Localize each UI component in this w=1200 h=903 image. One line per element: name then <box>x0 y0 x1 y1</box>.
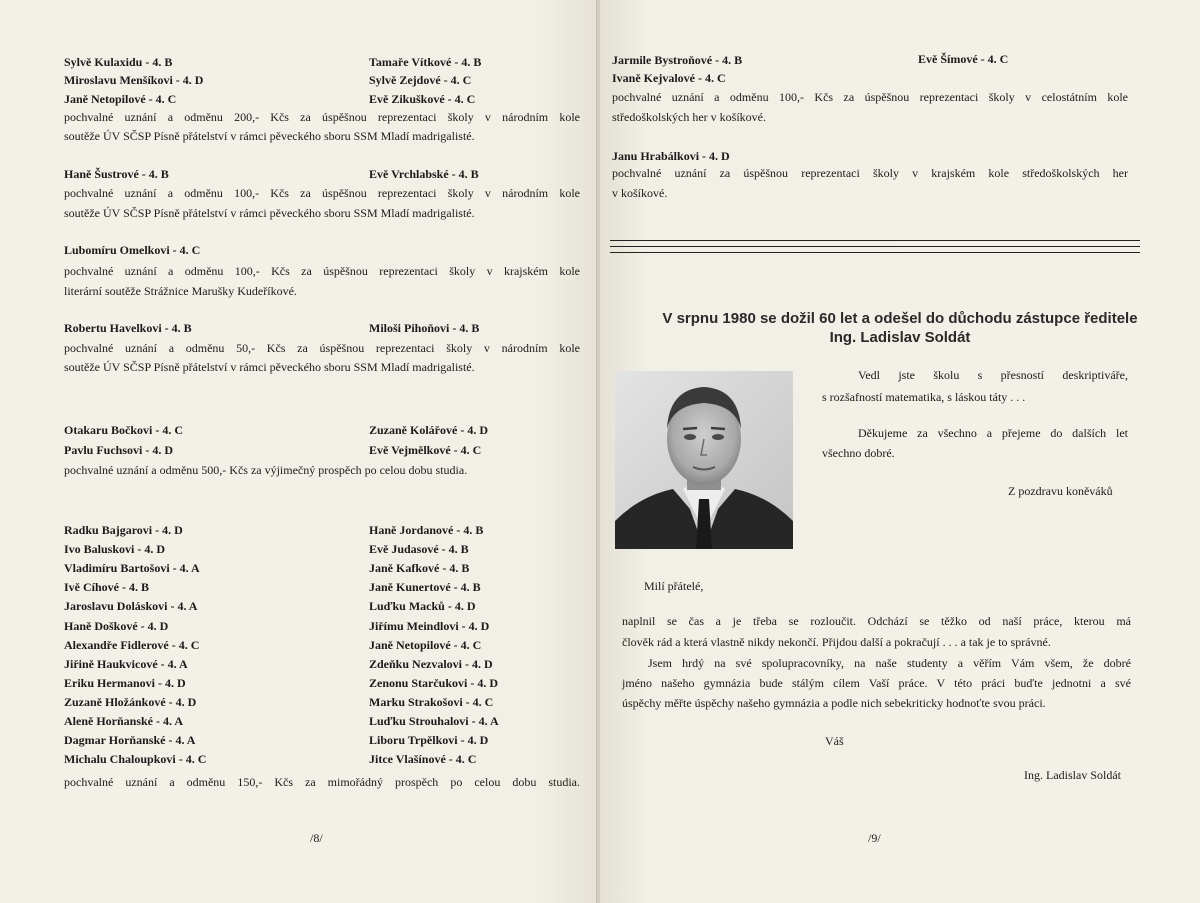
award-text: soutěže ÚV SČSP Písně přátelství v rámci pěveckého sboru SSM Mladí madrigalisté. <box>64 206 475 220</box>
name-entry: Lubomíru Omelkovi - 4. C <box>64 243 201 257</box>
tribute-text: s rozšafností matematika, s láskou táty . . . <box>822 390 1026 404</box>
name-entry: Robertu Havelkovi - 4. B <box>64 321 192 335</box>
letter-signature: Ing. Ladislav Soldát <box>1024 768 1121 782</box>
list-item: Jitce Vlašínové - 4. C <box>369 752 477 766</box>
award-text: pochvalné uznání a odměnu 50,- Kčs za úspěšnou reprezentaci školy v národním kole <box>64 341 580 355</box>
name-entry: Jarmile Bystroňové - 4. B <box>612 53 743 67</box>
list-item: Jiřině Haukvicové - 4. A <box>64 657 188 671</box>
award-text: pochvalné uznání a odměnu 500,- Kčs za výjimečný prospěch po celou dobu studia. <box>64 463 468 477</box>
award-text: středoškolských her v košíkové. <box>612 110 766 124</box>
name-entry: Evě Šímové - 4. C <box>918 52 1009 66</box>
list-item: Zenonu Starčukovi - 4. D <box>369 676 499 690</box>
list-item: Vladimíru Bartošovi - 4. A <box>64 561 200 575</box>
name-entry: Sylvě Zejdové - 4. C <box>369 73 472 87</box>
divider <box>610 246 1140 247</box>
name-entry: Miloši Pihoňovi - 4. B <box>369 321 480 335</box>
list-item: Janě Netopilové - 4. C <box>369 638 482 652</box>
list-item: Luďku Strouhalovi - 4. A <box>369 714 499 728</box>
name-entry: Pavlu Fuchsovi - 4. D <box>64 443 174 457</box>
award-text: literární soutěže Strážnice Marušky Kudeříkové. <box>64 284 297 298</box>
list-item: Jaroslavu Doláskovi - 4. A <box>64 599 198 613</box>
name-entry: Haně Šustrové - 4. B <box>64 167 169 181</box>
list-item: Luďku Macků - 4. D <box>369 599 476 613</box>
list-item: Zuzaně Hložánkové - 4. D <box>64 695 197 709</box>
award-text: pochvalné uznání a odměnu 100,- Kčs za úspěšnou reprezentaci školy v krajském kole <box>64 264 580 278</box>
name-entry: Tamaře Vítkové - 4. B <box>369 55 482 69</box>
list-item: Ivo Baluskovi - 4. D <box>64 542 166 556</box>
name-entry: Evě Vejmělkové - 4. C <box>369 443 482 457</box>
divider <box>610 252 1140 253</box>
award-text: v košíkové. <box>612 186 668 200</box>
letter-text: člověk rád a která vlastně nikdy nekončí. Přijdou další a pokračují . . . a tak je to správné. <box>622 635 1051 649</box>
list-item: Jiřímu Meindlovi - 4. D <box>369 619 490 633</box>
letter-text: naplnil se čas a je třeba se rozloučit. Odchází se těžko od naší práce, kterou má <box>622 614 1131 628</box>
list-item: Radku Bajgarovi - 4. D <box>64 523 183 537</box>
award-text: pochvalné uznání a odměnu 100,- Kčs za úspěšnou reprezentaci školy v celostátním kole <box>612 90 1128 104</box>
list-item: Michalu Chaloupkovi - 4. C <box>64 752 207 766</box>
award-text: soutěže ÚV SČSP Písně přátelství v rámci pěveckého sboru SSM Mladí madrigalisté. <box>64 360 475 374</box>
tribute-text: Děkujeme za všechno a přejeme do dalších let <box>858 426 1128 440</box>
list-item: Eriku Hermanovi - 4. D <box>64 676 186 690</box>
name-entry: Evě Zikuškové - 4. C <box>369 92 476 106</box>
right-page <box>600 0 1200 903</box>
award-text: pochvalné uznání a odměnu 150,- Kčs za mimořádný prospěch po celou dobu studia. <box>64 775 580 789</box>
portrait-photo <box>615 371 793 549</box>
letter-text: jméno našeho gymnázia bude stálým cílem Vaší práce. V této práci buďte jednotni a své <box>622 676 1131 690</box>
divider <box>610 240 1140 241</box>
list-item: Alexandře Fidlerové - 4. C <box>64 638 200 652</box>
article-heading: V srpnu 1980 se dožil 60 let a odešel do důchodu zástupce ředitele <box>662 310 1138 327</box>
name-entry: Zuzaně Kolářové - 4. D <box>369 423 488 437</box>
page-number: /9/ <box>868 831 881 845</box>
letter-salutation: Milí přátelé, <box>644 579 704 593</box>
name-entry: Evě Vrchlabské - 4. B <box>369 167 479 181</box>
name-entry: Miroslavu Menšíkovi - 4. D <box>64 73 204 87</box>
list-item: Marku Strakošovi - 4. C <box>369 695 494 709</box>
list-item: Haně Doškové - 4. D <box>64 619 169 633</box>
award-text: pochvalné uznání a odměnu 200,- Kčs za úspěšnou reprezentaci školy v národním kole <box>64 110 580 124</box>
letter-closing: Váš <box>825 734 844 748</box>
left-page <box>0 0 597 903</box>
name-entry: Ivaně Kejvalové - 4. C <box>612 71 726 85</box>
list-item: Liboru Trpělkovi - 4. D <box>369 733 489 747</box>
list-item: Dagmar Horňanské - 4. A <box>64 733 196 747</box>
award-text: soutěže ÚV SČSP Písně přátelství v rámci pěveckého sboru SSM Mladí madrigalisté. <box>64 129 475 143</box>
name-entry: Sylvě Kulaxidu - 4. B <box>64 55 173 69</box>
award-text: pochvalné uznání a odměnu 100,- Kčs za úspěšnou reprezentaci školy v národním kole <box>64 186 580 200</box>
name-entry: Janě Netopilové - 4. C <box>64 92 177 106</box>
article-heading-name: Ing. Ladislav Soldát <box>829 329 971 346</box>
list-item: Ivě Cíhové - 4. B <box>64 580 149 594</box>
page-number: /8/ <box>310 831 323 845</box>
list-item: Evě Judasové - 4. B <box>369 542 469 556</box>
tribute-greeting: Z pozdravu koněváků <box>1008 484 1113 498</box>
tribute-text: Vedl jste školu s přesností deskriptiváře, <box>858 368 1128 382</box>
list-item: Aleně Horňanské - 4. A <box>64 714 184 728</box>
tribute-text: všechno dobré. <box>822 446 895 460</box>
letter-text: Jsem hrdý na své spolupracovníky, na naše studenty a věřím Vám všem, že dobré <box>648 656 1131 670</box>
name-entry: Janu Hrabálkovi - 4. D <box>612 149 730 163</box>
list-item: Zdeňku Nezvalovi - 4. D <box>369 657 493 671</box>
letter-text: úspěchy měřte úspěchy našeho gymnázia a podle nich sebekriticky hodnoťte svou práci. <box>622 696 1046 710</box>
name-entry: Otakaru Bočkovi - 4. C <box>64 423 184 437</box>
list-item: Janě Kafkové - 4. B <box>369 561 470 575</box>
list-item: Janě Kunertové - 4. B <box>369 580 481 594</box>
award-text: pochvalné uznání za úspěšnou reprezentaci školy v krajském kole středoškolských her <box>612 166 1128 180</box>
list-item: Haně Jordanové - 4. B <box>369 523 484 537</box>
